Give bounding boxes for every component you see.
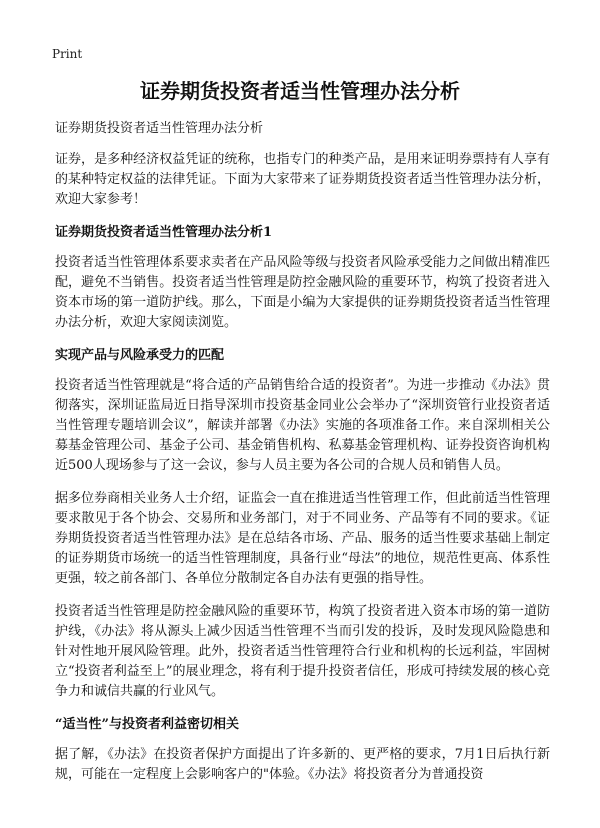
print-link[interactable]: Print xyxy=(52,47,83,61)
article-body xyxy=(55,120,550,798)
page-title: 证券期货投资者适当性管理办法分析 xyxy=(140,79,460,103)
section-heading: “适当性”与投资者利益密切相关 xyxy=(55,717,239,732)
section-heading: 实现产品与风险承受力的匹配 xyxy=(55,348,225,363)
article-subtitle: 证券期货投资者适当性管理办法分析 xyxy=(55,121,264,136)
body-paragraph: 投资者适当性管理是防控金融风险的重要环节，构筑了投资者进入资本市场的第一道防护线，《办法》将从源头上减少因适当性管理不当而引发的投诉，及时发现风险隐患和针对性地开展风险管理。此外，投资者适当性管理符合行业和机构的长远利益，牢固树立“投资者利益至上”的展业理念，将有利于提升投资者信任，形成可持续发展的核心竞争力和诚信共赢的行业风气。 xyxy=(55,604,550,699)
intro-paragraph: 证券，是多种经济权益凭证的统称，也指专门的种类产品，是用来证明券票持有人享有的某种特定权益的法律凭证。下面为大家带来了证券期货投资者适当性管理办法分析，欢迎大家参考！ xyxy=(55,152,550,207)
body-paragraph: 据多位券商相关业务人士介绍，证监会一直在推进适当性管理工作，但此前适当性管理要求散见于各个协会、交易所和业务部门，对于不同业务、产品等有不同的要求。《证券期货投资者适当性管理办法》是在总结各市场、产品、服务的适当性要求基础上制定的证券期货市场统一的适当性管理制度，具备行业“母法”的地位，规范性更高、体系性更强，较之前各部门、各单位分散制定各自办法有更强的指导性。 xyxy=(55,491,550,586)
body-paragraph: 投资者适当性管理就是“将合适的产品销售给合适的投资者”。为进一步推动《办法》贯彻落实，深圳证监局近日指导深圳市投资基金同业公会举办了“深圳资管行业投资者适当性管理专题培训会议”，解读并部署《办法》实施的各项准备工作。来自深圳相关公募基金管理公司、基金子公司、基金销售机构、私募基金管理机构、证券投资咨询机构近500人现场参与了这一会议，参与人员主要为各公司的合规人员和销售人员。 xyxy=(55,378,550,473)
section-heading: 证券期货投资者适当性管理办法分析1 xyxy=(55,225,273,240)
body-paragraph: 投资者适当性管理体系要求卖者在产品风险等级与投资者风险承受能力之间做出精准匹配，避免不当销售。投资者适当性管理是防控金融风险的重要环节，构筑了投资者进入资本市场的第一道防护线。那么，下面是小编为大家提供的证券期货投资者适当性管理办法分析，欢迎大家阅读浏览。 xyxy=(55,255,550,330)
body-paragraph: 据了解，《办法》在投资者保护方面提出了许多新的、更严格的要求，7月1日后执行新规，可能在一定程度上会影响客户的"体验。《办法》将投资者分为普通投资 xyxy=(55,747,550,782)
